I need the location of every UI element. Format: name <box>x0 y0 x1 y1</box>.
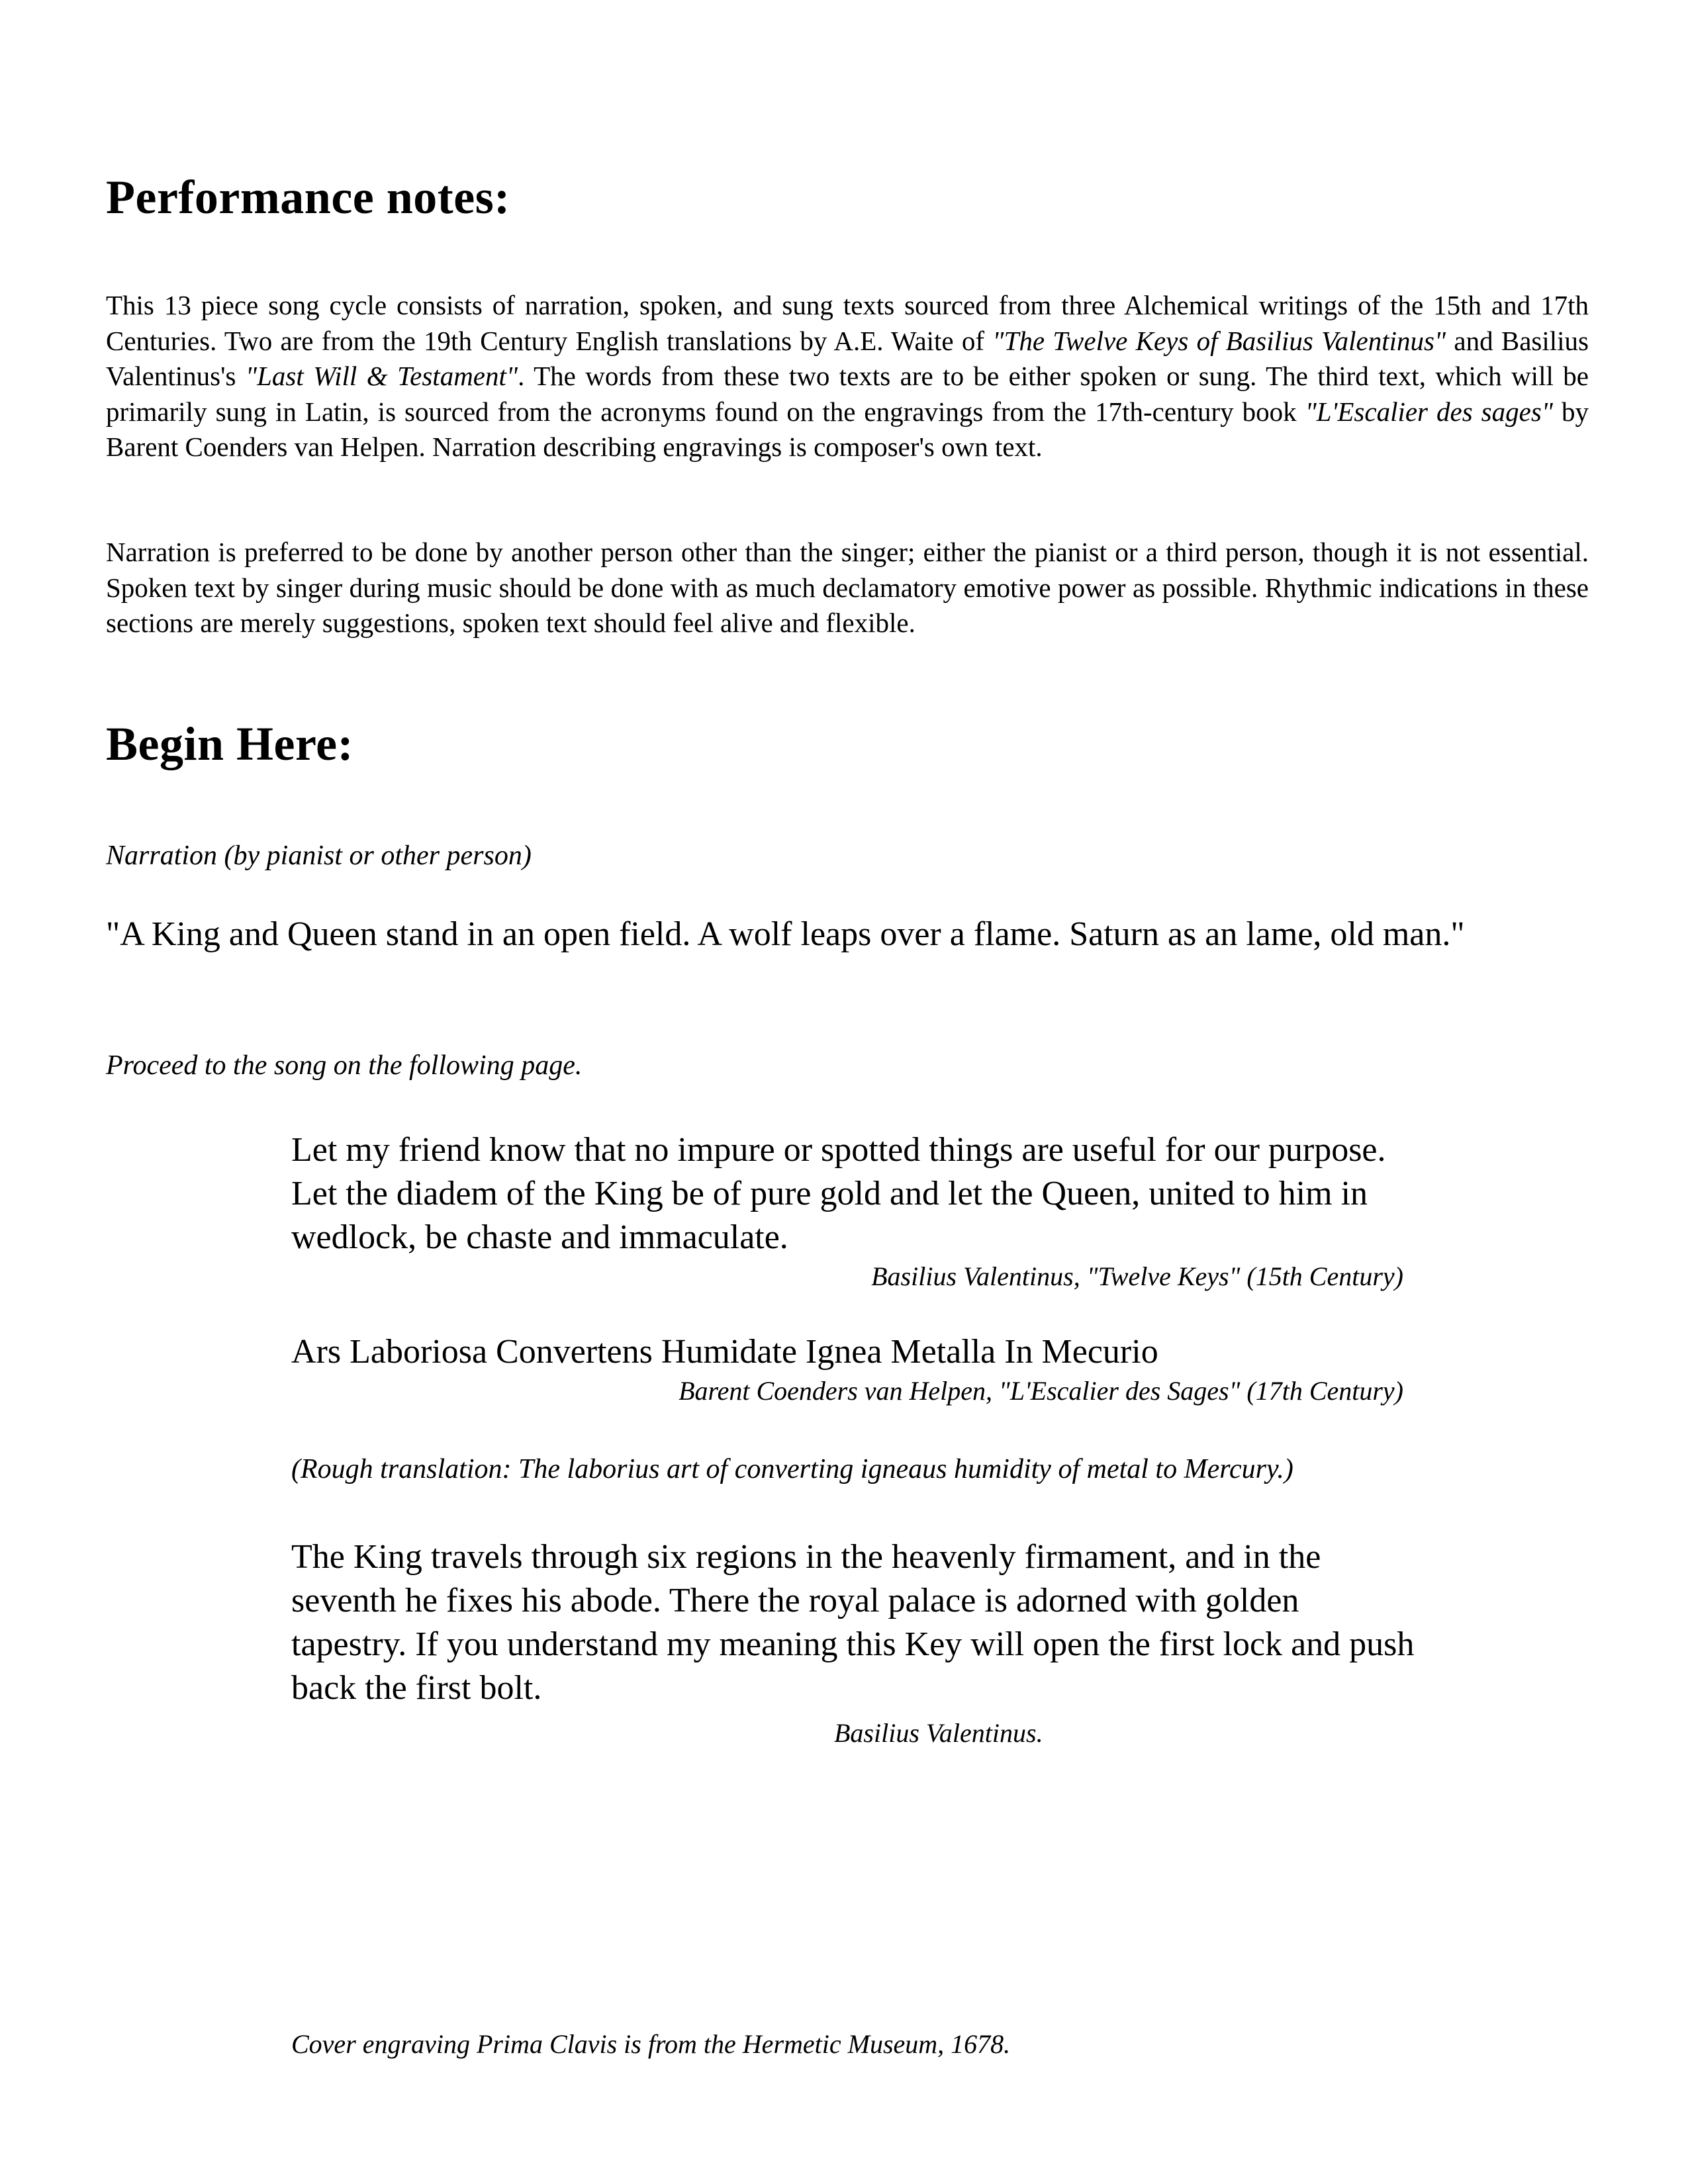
quote-first-key: The King travels through six regions in the heavenly firmament, and in the seventh he fixes his abode. There the royal palace is adorned with golden tapestry. If you understand my meaning this Key will open the first lock and push back the first bolt. <box>291 1538 1415 1707</box>
attribution-twelve-keys: Basilius Valentinus, "Twelve Keys" (15th Century) <box>871 1261 1403 1291</box>
work-title: "The Twelve Keys of Basilius Valentinus" <box>992 325 1446 356</box>
work-title: "L'Escalier des sages" <box>1305 396 1553 427</box>
notes-text: and Basilius Valentinus's <box>106 325 1589 391</box>
notes-text: . The words from these two texts are to be either spoken or sung. The third text, which will be primarily sung in Latin, is sourced from the acronyms found on the engravings from the 17th-century book <box>106 361 1589 427</box>
attribution-final-quote: Basilius Valentinus. <box>834 1718 1043 1748</box>
quote-twelve-keys: Let my friend know that no impure or spotted things are useful for our purpose. Let the diadem of the King be of pure gold and let the Queen, united to him in wedlock, be chaste and immaculate. <box>291 1131 1386 1256</box>
narration-text: "A King and Queen stand in an open field. A wolf leaps over a flame. Saturn as an lame, old man." <box>106 915 1465 953</box>
performance-notes-heading: Performance notes: <box>106 171 510 224</box>
performance-notes-paragraph-1 <box>106 288 1589 465</box>
narration-label: Narration (by pianist or other person) <box>106 841 532 871</box>
cover-credit: Cover engraving Prima Clavis is from the Hermetic Museum, 1678. <box>291 2029 1011 2059</box>
proceed-note: Proceed to the song on the following page. <box>106 1050 583 1081</box>
notes-text: by Barent Coenders van Helpen. Narration describing engravings is composer's own text. <box>106 396 1589 462</box>
quote-latin-acronym: Ars Laboriosa Convertens Humidate Ignea Metalla In Mecurio <box>291 1333 1158 1371</box>
attribution-escalier: Barent Coenders van Helpen, "L'Escalier des Sages" (17th Century) <box>679 1376 1403 1406</box>
performance-notes-paragraph-2: Narration is preferred to be done by another person other than the singer; either the pianist or a third person, though it is not essential. Spoken text by singer during music should be done with as much declamatory emotive power as possible. Rhythmic indications in these sections are merely suggestions, spoken text should feel alive and flexible. <box>106 537 1589 638</box>
work-title: "Last Will & Testament" <box>245 361 518 391</box>
begin-here-heading: Begin Here: <box>106 717 354 770</box>
notes-text: This 13 piece song cycle consists of narration, spoken, and sung texts sourced from three Alchemical writings of the 15th and 17th Centuries. Two are from the 19th Century English translations by A.E. Waite of <box>106 290 1589 356</box>
translation-note: (Rough translation: The laborius art of converting igneaus humidity of metal to Mercury.) <box>291 1454 1293 1484</box>
